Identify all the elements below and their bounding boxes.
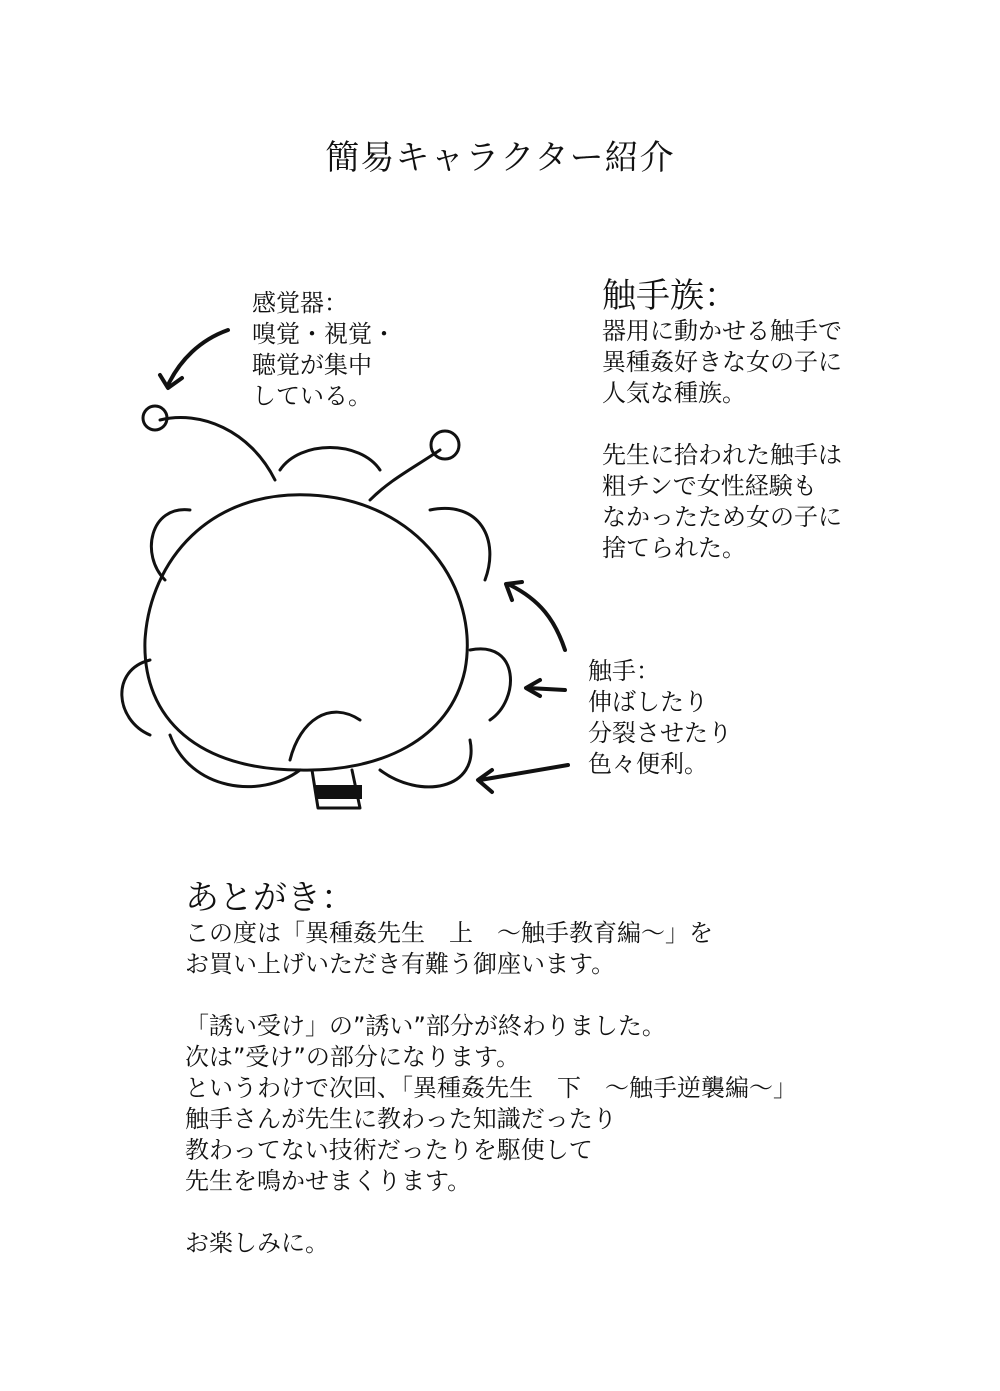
sensory-line-3: している。 <box>252 382 372 410</box>
afterword <box>185 878 797 1259</box>
tentacle-bottom-right <box>380 740 471 787</box>
tribe-line-6: なかったため女の子に <box>602 503 842 531</box>
tentacle-line-2: 分裂させたり <box>588 719 732 747</box>
tentacle-line-1: 伸ばしたり <box>588 688 708 716</box>
antenna-right <box>370 450 440 500</box>
censor-bar <box>315 785 362 799</box>
tentacle-note <box>588 656 732 780</box>
tribe-line-4: 先生に拾われた触手は <box>602 441 842 469</box>
arrow-to-antenna <box>168 330 228 385</box>
page-title: 簡易キャラクター紹介 <box>325 138 675 178</box>
tentacle-line-3: 色々便利。 <box>588 750 708 778</box>
afterword-p1-line-1: この度は「異種姦先生 上 ～触手教育編～」を <box>185 919 713 947</box>
antenna-right-tip <box>431 431 459 459</box>
tentacle-back-top <box>280 448 380 471</box>
sensory-organ-note <box>252 288 396 412</box>
tribe-line-3: 人気な種族。 <box>602 379 746 407</box>
afterword-heading: あとがき： <box>185 878 355 918</box>
afterword-p1-line-2: お買い上げいただき有難う御座います。 <box>185 950 616 978</box>
afterword-p2-line-4: 触手さんが先生に教わった知識だったり <box>185 1105 617 1133</box>
arrow-to-tentacle-upper <box>510 585 565 650</box>
tentacle-bottom-mid <box>290 712 360 760</box>
sensory-heading: 感覚器： <box>252 289 348 317</box>
tribe-line-7: 捨てられた。 <box>602 534 746 562</box>
arrow-to-tentacle-lower <box>480 765 568 780</box>
tentacle-right-upper <box>430 508 490 580</box>
tentacle-tribe-note <box>602 276 842 564</box>
afterword-p2-line-2: 次は”受け”の部分になります。 <box>185 1043 520 1071</box>
afterword-p2-line-3: というわけで次回、「異種姦先生 下 ～触手逆襲編～」 <box>185 1074 797 1102</box>
afterword-p2-line-6: 先生を鳴かせまくります。 <box>185 1167 472 1195</box>
tribe-heading: 触手族： <box>602 276 738 316</box>
antenna-left <box>160 418 275 481</box>
sensory-line-1: 嗅覚・視覚・ <box>252 320 396 348</box>
afterword-p2-line-5: 教わってない技術だったりを駆使して <box>185 1136 593 1164</box>
tribe-line-1: 器用に動かせる触手で <box>602 317 842 345</box>
tentacle-right-lower <box>470 649 510 720</box>
arrow-to-tentacle-mid <box>528 688 565 690</box>
sensory-line-2: 聴覚が集中 <box>252 351 372 379</box>
tribe-line-2: 異種姦好きな女の子に <box>602 348 842 376</box>
afterword-p2-line-1: 「誘い受け」の”誘い”部分が終わりました。 <box>185 1012 666 1040</box>
afterword-p3-line-1: お楽しみに。 <box>185 1229 329 1257</box>
tentacle-heading: 触手： <box>588 657 660 685</box>
tribe-line-5: 粗チンで女性経験も <box>602 472 817 500</box>
